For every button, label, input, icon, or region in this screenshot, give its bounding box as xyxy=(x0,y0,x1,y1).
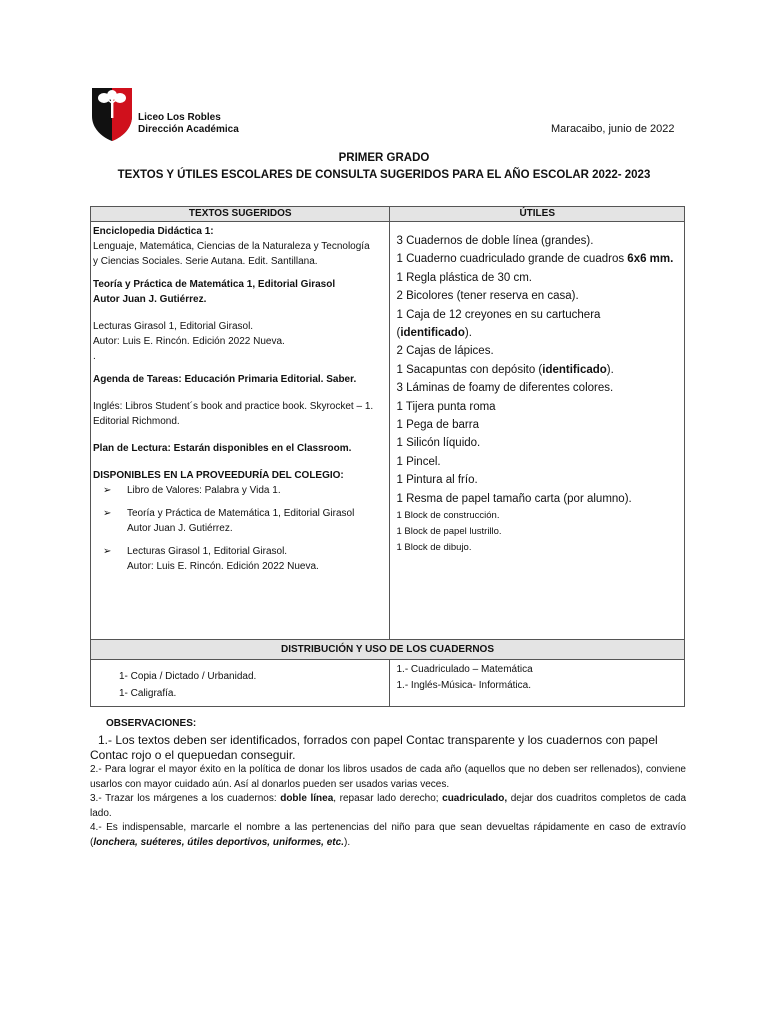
supply-item: 1 Pega de barra xyxy=(396,419,479,432)
observation-2: 2.- Para lograr el mayor éxito en la política de donar los libros usados de cada año (aquellos que no deben ser rellenados), conviene usarlos con mayor cuidado aún. Así al donarlos pueden ser usados varias veces. xyxy=(90,764,686,790)
document-header xyxy=(90,86,690,146)
supply-item: 1 Cuaderno cuadriculado grande de cuadros 6x6 mm. xyxy=(396,253,674,266)
supply-item: 1 Silicón líquido. xyxy=(396,437,481,450)
supply-item: 2 Bicolores (tener reserva en casa). xyxy=(396,290,579,303)
school-info xyxy=(138,112,239,136)
supply-item: 1 Pincel. xyxy=(396,455,441,468)
notebook-use-4: 1.- Inglés-Música- Informática. xyxy=(396,680,531,691)
encyclopedia-title: Enciclopedia Didáctica 1: xyxy=(93,226,214,237)
department-name: Dirección Académica xyxy=(138,124,239,135)
reading-book-line-2: Autor: Luis E. Rincón. Edición 2022 Nueva. xyxy=(93,336,285,347)
math-book-line-1: Teoría y Práctica de Matemática 1, Editorial Girasol xyxy=(93,279,336,290)
store-item-label: Teoría y Práctica de Matemática 1, Editorial Girasol xyxy=(127,508,355,519)
supply-item: 1 Resma de papel tamaño carta (por alumno). xyxy=(396,492,632,505)
store-available-title: DISPONIBLES EN LA PROVEEDURÍA DEL COLEGIO: xyxy=(93,470,344,481)
observation-1: 1.- Los textos deben ser identificados, forrados con papel Contac transparente y los cuadernos con papel Contac rojo o el quepuedan conseguir. xyxy=(90,733,658,762)
math-book-line-2: Autor Juan J. Gutiérrez. xyxy=(93,294,207,305)
observations-title: OBSERVACIONES: xyxy=(106,718,197,729)
supplies-column-header: ÚTILES xyxy=(390,207,685,222)
supply-item: 1 Tijera punta roma xyxy=(396,400,496,413)
supplies-cell xyxy=(390,222,685,640)
supply-item: 1 Pintura al frío. xyxy=(396,474,478,487)
school-shield-logo xyxy=(90,86,134,142)
store-item-values xyxy=(93,483,387,498)
store-item-reading xyxy=(93,544,387,574)
stray-dot: . xyxy=(93,351,96,362)
supply-item: 1 Block de construcción. xyxy=(396,510,500,522)
observation-3: 3.- Trazar los márgenes a los cuadernos: doble línea, repasar lado derecho; cuadriculado, dejar dos cuadritos completos de cada lado. xyxy=(90,793,687,819)
arrow-bullet-icon: ➢ xyxy=(103,546,112,557)
supplies-table xyxy=(90,206,685,707)
school-name: Liceo Los Robles xyxy=(138,112,221,123)
english-book-line-1: Inglés: Libros Student´s book and practice book. Skyrocket – 1. xyxy=(93,401,374,412)
supplies-list xyxy=(396,232,678,556)
supply-item: 1 Block de dibujo. xyxy=(396,542,472,554)
encyclopedia-line-1: Lenguaje, Matemática, Ciencias de la Naturaleza y Tecnología xyxy=(93,241,370,252)
document-subtitle: TEXTOS Y ÚTILES ESCOLARES DE CONSULTA SUGERIDOS PARA EL AÑO ESCOLAR 2022- 2023 xyxy=(117,169,651,181)
store-item-math xyxy=(93,506,387,536)
arrow-bullet-icon: ➢ xyxy=(103,485,112,496)
supply-item: 3 Cuadernos de doble línea (grandes). xyxy=(396,235,594,247)
encyclopedia-line-2: y Ciencias Sociales. Serie Autana. Edit. Santillana. xyxy=(93,256,318,267)
arrow-bullet-icon: ➢ xyxy=(103,508,112,519)
supply-item: 2 Cajas de lápices. xyxy=(396,345,494,358)
store-item-author: Autor Juan J. Gutiérrez. xyxy=(127,523,233,534)
observation-4: 4.- Es indispensable, marcarle el nombre a las pertenencias del niño para que sean devueltas rápidamente en caso de extravío (lonchera, suéteres, útiles deportivos, uniformes, etc.). xyxy=(90,822,686,848)
english-book-line-2: Editorial Richmond. xyxy=(93,416,180,427)
document-date: Maracaibo, junio de 2022 xyxy=(551,123,675,135)
notebook-use-2: 1- Caligrafía. xyxy=(119,688,177,699)
reading-book-line-1: Lecturas Girasol 1, Editorial Girasol. xyxy=(93,321,254,332)
supply-item: 1 Sacapuntas con depósito (identificado). xyxy=(396,363,614,376)
store-item-label: Libro de Valores: Palabra y Vida 1. xyxy=(127,485,281,496)
observations-section xyxy=(90,718,686,850)
grade-title: PRIMER GRADO xyxy=(338,152,430,164)
suggested-texts-cell xyxy=(91,222,390,640)
supply-item: 1 Block de papel lustrillo. xyxy=(396,526,502,538)
supply-item: 1 Regla plástica de 30 cm. xyxy=(396,271,533,284)
agenda-line: Agenda de Tareas: Educación Primaria Editorial. Saber. xyxy=(93,374,357,385)
notebook-distribution-header: DISTRIBUCIÓN Y USO DE LOS CUADERNOS xyxy=(91,640,685,660)
texts-column-header: TEXTOS SUGERIDOS xyxy=(91,207,390,222)
notebook-use-1: 1- Copia / Dictado / Urbanidad. xyxy=(119,671,257,682)
notebook-distribution-right xyxy=(390,660,685,707)
store-item-author: Autor: Luis E. Rincón. Edición 2022 Nueva. xyxy=(127,561,319,572)
notebook-use-3: 1.- Cuadriculado – Matemática xyxy=(396,664,533,675)
store-item-label: Lecturas Girasol 1, Editorial Girasol. xyxy=(127,546,288,557)
supply-item: 1 Caja de 12 creyones en su cartuchera (identificado). xyxy=(396,308,601,340)
notebook-distribution-left xyxy=(91,660,390,707)
supply-item: 3 Láminas de foamy de diferentes colores. xyxy=(396,382,614,395)
reading-plan-line: Plan de Lectura: Estarán disponibles en el Classroom. xyxy=(93,443,352,454)
